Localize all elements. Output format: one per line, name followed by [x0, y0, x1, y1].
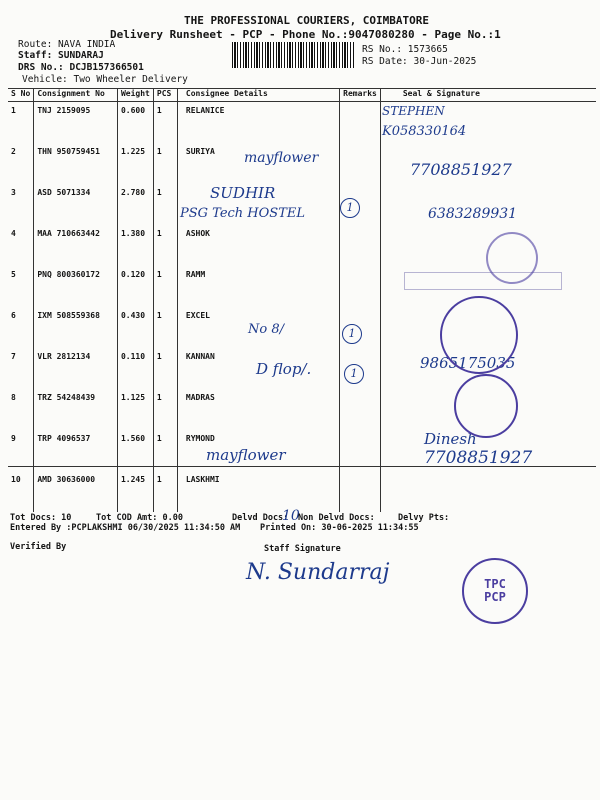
cell-cons: PNQ 800360172 [34, 266, 118, 307]
cell-pcs: 1 [153, 389, 177, 430]
cell-cons: MAA 710663442 [34, 225, 118, 266]
cell-sno: 10 [11, 474, 21, 484]
cell-remarks [340, 471, 381, 512]
cell-weight: 1.125 [117, 389, 153, 430]
col-sno: S No [8, 89, 34, 102]
cell-consignee: KANNAN [177, 348, 339, 389]
cell-pcs: 1 [153, 307, 177, 348]
handwritten-phone-1: K058330164 [382, 124, 467, 139]
staff-signature-label: Staff Signature [264, 544, 341, 554]
cell-pcs: 1 [153, 225, 177, 266]
entered-by: Entered By :PCPLAKSHMI 06/30/2025 11:34:50 AM [10, 523, 241, 533]
handwritten-phone-9: 7708851927 [424, 448, 533, 468]
staff-handwritten-signature: N. Sundarraj [246, 560, 390, 585]
cell-consignee: LASKHMI [177, 471, 339, 512]
col-consignment: Consignment No [34, 89, 118, 102]
runsheet-subtitle: Delivery Runsheet - PCP - Phone No.:9047080280 - Page No.:1 [110, 28, 501, 41]
cell-weight: 0.430 [117, 307, 153, 348]
cell-sno: 3 [11, 187, 16, 197]
total-cod-amount: Tot COD Amt: 0.00 [96, 513, 183, 523]
cell-weight: 1.245 [117, 471, 153, 512]
cell-consignee: ASHOK [177, 225, 339, 266]
cell-cons: IXM 508559368 [34, 307, 118, 348]
cell-weight: 0.120 [117, 266, 153, 307]
handwritten-note-7: D flop/. [256, 360, 312, 378]
delivered-docs-count: 10 [282, 508, 300, 524]
cell-sno: 8 [11, 392, 16, 402]
madras-seal [454, 374, 518, 438]
cell-weight: 2.780 [117, 184, 153, 225]
handwritten-phone-3: 6383289931 [428, 206, 518, 222]
handwritten-hostel-3: PSG Tech HOSTEL [180, 206, 306, 221]
cell-consignee: RAMM [177, 266, 339, 307]
handwritten-phone-7: 9865175035 [420, 354, 516, 372]
col-seal: Seal & Signature [380, 89, 596, 102]
cell-pcs: 1 [153, 266, 177, 307]
cell-remarks [340, 143, 381, 184]
col-weight: Weight [117, 89, 153, 102]
company-title: THE PROFESSIONAL COURIERS, COIMBATORE [184, 14, 430, 27]
ramm-company-stamp [404, 272, 562, 290]
cell-pcs: 1 [153, 184, 177, 225]
cell-remarks [340, 225, 381, 266]
cell-weight: 1.560 [117, 430, 153, 471]
handwritten-name-3: SUDHIR [210, 184, 276, 202]
non-delivered-docs-label: Non Delvd Docs: [298, 513, 375, 523]
col-remarks: Remarks [340, 89, 381, 102]
cell-weight: 0.600 [117, 102, 153, 143]
cell-consignee: MADRAS [177, 389, 339, 430]
remark-mark-7: 1 [344, 364, 364, 384]
cell-cons: AMD 30636000 [34, 471, 118, 512]
tpc-pcp-seal [462, 558, 528, 624]
handwritten-note-2: mayflower [244, 150, 319, 166]
printed-on: Printed On: 30-06-2025 11:34:55 [260, 523, 419, 533]
cell-cons: TNJ 2159095 [34, 102, 118, 143]
staff-label: Staff: SUNDARAJ [18, 50, 104, 61]
cell-sno: 4 [11, 228, 16, 238]
route-label: Route: NAVA INDIA [18, 39, 116, 50]
cell-cons: THN 950759451 [34, 143, 118, 184]
cell-pcs: 1 [153, 348, 177, 389]
cell-weight: 1.380 [117, 225, 153, 266]
cell-remarks [340, 430, 381, 471]
handwritten-signature-1: STEPHEN [382, 104, 445, 118]
delivery-points-label: Delvy Pts: [398, 513, 450, 523]
cell-sno: 6 [11, 310, 16, 320]
table-header-row [8, 89, 596, 102]
cell-remarks [340, 266, 381, 307]
cell-cons: TRP 4096537 [34, 430, 118, 471]
cell-remarks [340, 102, 381, 143]
verified-by: Verified By [10, 542, 67, 552]
handwritten-note-6: No 8/ [248, 322, 284, 337]
cell-weight: 1.225 [117, 143, 153, 184]
total-docs: Tot Docs: 10 [10, 513, 72, 523]
cell-remarks [340, 389, 381, 430]
cell-pcs: 1 [153, 143, 177, 184]
cell-consignee: SURIYA [177, 143, 339, 184]
handwritten-note-9: mayflower [206, 446, 286, 464]
cell-consignee: EXCEL [177, 307, 339, 348]
cell-consignee: RELANICE [177, 102, 339, 143]
col-pcs: PCS [153, 89, 177, 102]
cell-seal [380, 471, 596, 512]
tpc-seal-bottom: PCP [484, 590, 506, 604]
cell-cons: ASD 5071334 [34, 184, 118, 225]
drs-number: DRS No.: DCJB157366501 [18, 62, 144, 73]
cell-cons: VLR 2812134 [34, 348, 118, 389]
cell-sno: 5 [11, 269, 16, 279]
cell-sno: 1 [11, 106, 16, 115]
cell-weight: 0.110 [117, 348, 153, 389]
handwritten-phone-2: 7708851927 [410, 160, 512, 179]
delivered-docs-label: Delvd Docs: [232, 513, 289, 523]
remark-mark-3: 1 [340, 198, 360, 218]
tpc-seal-top: TPC [484, 577, 506, 591]
table-row [8, 102, 596, 143]
rs-number: RS No.: 1573665 [362, 44, 448, 55]
barcode [232, 42, 354, 68]
remark-mark-6: 1 [342, 324, 362, 344]
rs-date: RS Date: 30-Jun-2025 [362, 56, 477, 67]
ashok-seal [486, 232, 538, 284]
cell-consignee: RYMOND [177, 430, 339, 471]
vehicle-label: Vehicle: Two Wheeler Delivery [22, 74, 188, 85]
cell-sno: 9 [11, 433, 16, 443]
excel-associates-seal [440, 296, 518, 374]
cell-pcs: 1 [153, 102, 177, 143]
cell-sno: 2 [11, 146, 16, 156]
cell-sno: 7 [11, 351, 16, 361]
cell-pcs: 1 [153, 430, 177, 471]
handwritten-signature-9: Dinesh [424, 430, 477, 448]
cell-cons: TRZ 54248439 [34, 389, 118, 430]
col-consignee: Consignee Details [177, 89, 339, 102]
table-row [8, 471, 596, 512]
cell-pcs: 1 [153, 471, 177, 512]
